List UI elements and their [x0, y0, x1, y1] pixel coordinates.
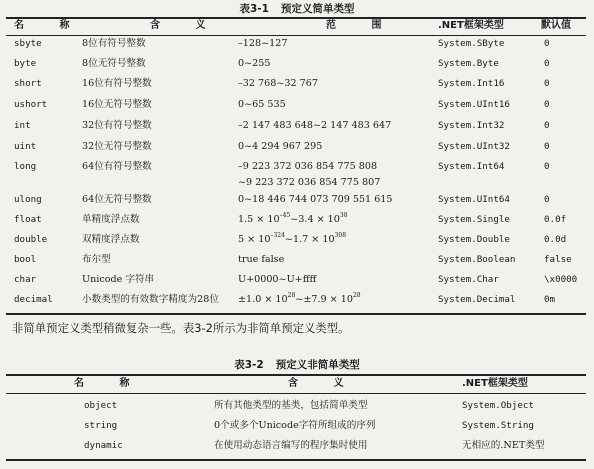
row-net-type: System.Object	[462, 400, 534, 411]
table1-header-default: 默认值	[541, 20, 571, 31]
table1-header-meaning: 含 义	[150, 20, 222, 31]
row-net-type: System.Decimal	[438, 294, 516, 305]
row-name: long	[14, 161, 37, 172]
row-meaning: 所有其他类型的基类，包括简单类型	[214, 400, 368, 411]
row-default: false	[544, 254, 572, 265]
table2-bottom-rule	[6, 459, 586, 461]
row-name: decimal	[14, 294, 53, 305]
range-high-exponent: 308	[334, 231, 347, 239]
row-default: 0.0d	[544, 234, 567, 245]
body-paragraph: 非简单预定义类型稍微复杂一些。表3-2所示为非简单预定义类型。	[12, 321, 350, 335]
row-range	[238, 291, 361, 306]
range-low-exponent: 28	[287, 291, 296, 299]
row-meaning: 在使用动态语言编写的程序集时使用	[214, 440, 368, 451]
row-default: 0.0f	[544, 214, 567, 225]
row-net-type: System.Char	[438, 274, 499, 285]
row-range: –32 768~32 767	[238, 78, 318, 89]
row-meaning: 8位有符号整数	[82, 38, 146, 49]
row-range: –128~127	[238, 38, 288, 49]
range-low: 5 × 10	[238, 234, 271, 245]
row-default: \x0000	[544, 274, 578, 285]
range-high-exponent: 38	[339, 211, 348, 219]
table2-title: 预定义非简单类型	[275, 359, 360, 371]
row-meaning: 16位无符号整数	[82, 99, 152, 110]
row-default: 0	[544, 161, 550, 172]
row-name: short	[14, 78, 42, 89]
table2-header-net: .NET框架类型	[462, 378, 528, 389]
row-meaning: 64位无符号整数	[82, 194, 152, 205]
table1-header-name: 名 称	[14, 20, 86, 31]
range-low-exponent: –324	[270, 231, 285, 239]
table2-number: 表3-2	[234, 359, 264, 371]
row-net-type: System.String	[462, 420, 534, 431]
row-meaning: 双精度浮点数	[82, 234, 140, 245]
row-net-type: System.Double	[438, 234, 510, 245]
row-net-type: System.Int64	[438, 161, 505, 172]
row-default: 0	[544, 78, 550, 89]
row-name: uint	[14, 141, 37, 152]
row-meaning: 单精度浮点数	[82, 214, 140, 225]
row-name: string	[84, 420, 118, 431]
row-range: 0~4 294 967 295	[238, 141, 323, 152]
row-meaning: 布尔型	[82, 254, 111, 265]
table1-header-range: 范 围	[326, 20, 398, 31]
row-default: 0	[544, 58, 550, 69]
row-net-type: System.Boolean	[438, 254, 516, 265]
row-range: U+0000~U+ffff	[238, 274, 317, 285]
range-low: 1.5 × 10	[238, 214, 280, 225]
range-low: ±1.0 × 10	[238, 294, 288, 305]
row-meaning: 0个或多个Unicode字符所组成的序列	[214, 420, 376, 431]
table1-title: 预定义简单类型	[280, 3, 355, 15]
row-net-type: System.Byte	[438, 58, 499, 69]
row-range: –2 147 483 648~2 147 483 647	[238, 120, 392, 131]
table1-header-net: .NET框架类型	[438, 20, 504, 31]
row-name: object	[84, 400, 118, 411]
table2-top-rule	[6, 374, 586, 376]
row-default: 0	[544, 99, 550, 110]
row-range: 0~65 535	[238, 99, 286, 110]
row-meaning: 小数类型的有效数字精度为28位	[82, 294, 219, 305]
table2-header-rule	[6, 393, 586, 394]
table2-header-name: 名 称	[74, 378, 146, 389]
row-range: 0~255	[238, 58, 271, 69]
table1-top-rule	[6, 17, 586, 19]
table1-caption	[0, 1, 594, 16]
row-name: double	[14, 234, 48, 245]
row-name: char	[14, 274, 37, 285]
row-name: bool	[14, 254, 37, 265]
row-range: 0~18 446 744 073 709 551 615	[238, 194, 393, 205]
row-name: ulong	[14, 194, 42, 205]
range-high-exponent: 28	[352, 291, 361, 299]
table1-header-rule	[6, 35, 586, 36]
row-meaning: Unicode 字符串	[82, 274, 155, 285]
row-default: 0	[544, 38, 550, 49]
table1-bottom-rule	[6, 313, 586, 315]
row-net-type: System.UInt64	[438, 194, 510, 205]
row-net-type: System.Int32	[438, 120, 505, 131]
row-meaning: 32位有符号整数	[82, 120, 152, 131]
row-range: true false	[238, 254, 285, 265]
row-meaning: 64位有符号整数	[82, 161, 152, 172]
range-high: ~1.7 × 10	[284, 234, 335, 245]
row-range	[238, 211, 348, 226]
row-net-type: System.Single	[438, 214, 510, 225]
row-net-type: System.SByte	[438, 38, 505, 49]
row-name: float	[14, 214, 42, 225]
row-range-line2: ~9 223 372 036 854 775 807	[238, 177, 381, 188]
table2-caption	[0, 357, 594, 372]
range-low-exponent: –45	[279, 211, 291, 219]
row-range	[238, 231, 347, 246]
row-default: 0	[544, 194, 550, 205]
row-net-type: System.UInt32	[438, 141, 510, 152]
table2-header-meaning: 含 义	[288, 378, 360, 389]
row-name: sbyte	[14, 38, 42, 49]
table1-number: 表3-1	[239, 3, 269, 15]
range-high: ~3.4 × 10	[290, 214, 340, 225]
row-name: ushort	[14, 99, 48, 110]
row-name: dynamic	[84, 440, 123, 451]
row-meaning: 8位无符号整数	[82, 58, 146, 69]
row-name: byte	[14, 58, 37, 69]
row-default: 0	[544, 120, 550, 131]
row-net-type: System.Int16	[438, 78, 505, 89]
row-range: –9 223 372 036 854 775 808	[238, 161, 378, 172]
row-meaning: 16位有符号整数	[82, 78, 152, 89]
row-net-type: System.UInt16	[438, 99, 510, 110]
row-net-type: 无相应的.NET类型	[462, 440, 545, 451]
row-default: 0	[544, 141, 550, 152]
range-high: ~±7.9 × 10	[295, 294, 353, 305]
row-meaning: 32位无符号整数	[82, 141, 152, 152]
row-name: int	[14, 120, 31, 131]
row-default: 0m	[544, 294, 556, 305]
